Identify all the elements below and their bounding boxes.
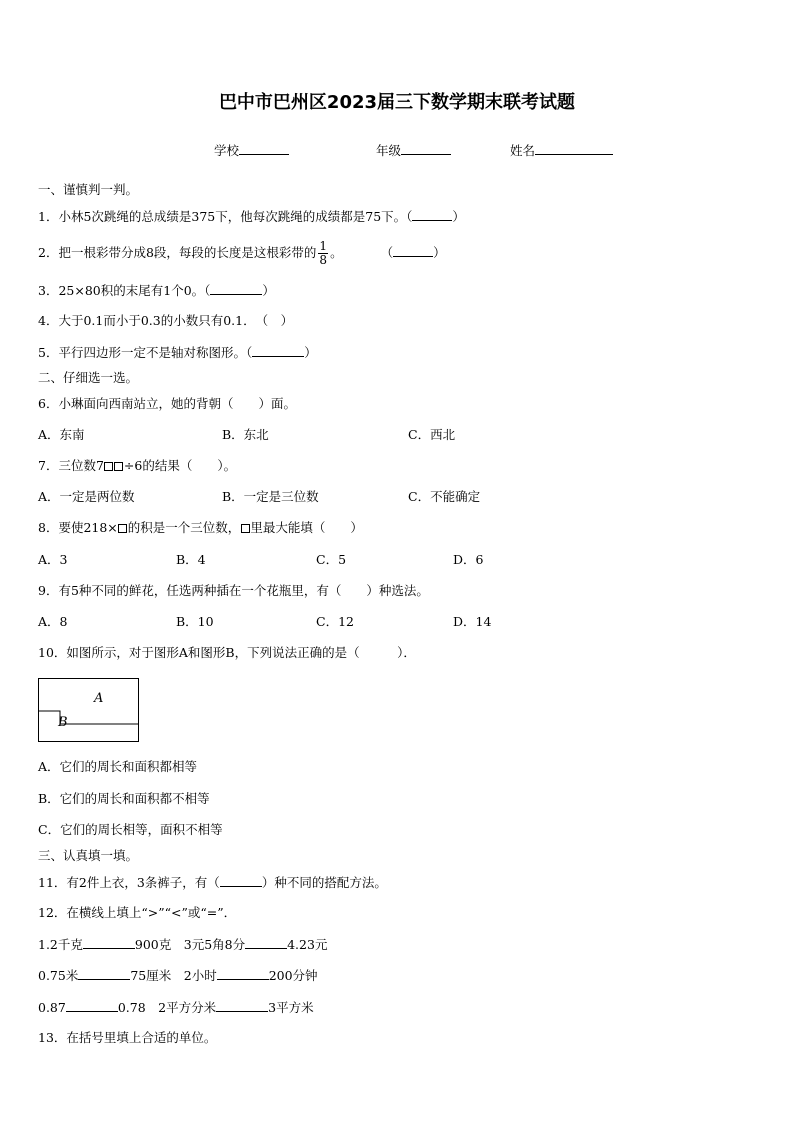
shape-figure-ab	[38, 678, 140, 744]
q12-row-1	[38, 936, 327, 953]
q12-item: 200分钟	[268, 968, 318, 983]
question-3	[38, 282, 275, 299]
question-2	[38, 239, 446, 267]
q8-option-a[interactable]: A．3	[38, 552, 68, 567]
answer-blank-3[interactable]	[210, 282, 262, 295]
figure-border	[39, 679, 139, 742]
answer-blank-5[interactable]	[252, 344, 304, 357]
question-11-text: 11．有2件上衣，3条裤子，有（	[38, 875, 220, 890]
compare-blank[interactable]	[217, 967, 269, 980]
q7-option-c[interactable]: C．不能确定	[408, 489, 481, 504]
question-2-text: 2．把一根彩带分成8段，每段的长度是这根彩带的	[38, 245, 317, 260]
answer-blank-11[interactable]	[220, 874, 262, 887]
question-11	[38, 874, 387, 891]
question-6: 6．小琳面向西南站立，她的背朝（ ）面。	[38, 396, 296, 411]
question-5-close: ）	[304, 345, 317, 360]
q6-option-b[interactable]: B．东北	[222, 427, 269, 442]
q12-item: 0.87	[38, 1000, 66, 1015]
dividing-line	[39, 711, 139, 724]
answer-blank-1[interactable]	[412, 208, 452, 221]
compare-blank[interactable]	[216, 999, 268, 1012]
compare-blank[interactable]	[83, 936, 135, 949]
q8-option-c[interactable]: C．5	[316, 552, 347, 567]
fraction-denominator: 8	[319, 253, 328, 267]
q9-option-d[interactable]: D．14	[453, 614, 492, 629]
question-5	[38, 344, 317, 361]
compare-blank[interactable]	[78, 967, 130, 980]
digit-box	[241, 524, 250, 533]
q12-item: 3平方米	[268, 1000, 314, 1015]
fraction-one-eighth	[318, 240, 328, 267]
question-3-close: ）	[262, 283, 275, 298]
question-7-text-end: ÷6的结果（ ）。	[123, 458, 237, 473]
question-1-text: 1．小林5次跳绳的总成绩是375下，他每次跳绳的成绩都是75下。（	[38, 209, 413, 224]
name-field[interactable]	[510, 142, 613, 159]
school-field[interactable]	[214, 142, 289, 159]
question-11-text-end: ）种不同的搭配方法。	[261, 875, 387, 890]
school-label: 学校	[214, 143, 240, 158]
q8-option-d[interactable]: D．6	[453, 552, 484, 567]
question-1-close: ）	[452, 209, 465, 224]
q10-option-c[interactable]: C．它们的周长相等，面积不相等	[38, 822, 223, 837]
q6-option-c[interactable]: C．西北	[408, 427, 456, 442]
question-2-close: ）	[433, 245, 446, 260]
compare-blank[interactable]	[66, 999, 118, 1012]
page-title: 巴中市巴州区2023届三下数学期末联考试题	[218, 92, 576, 113]
q9-option-b[interactable]: B．10	[176, 614, 214, 629]
question-2-period: 。	[330, 245, 343, 260]
fraction-numerator: 1	[319, 239, 328, 253]
school-blank[interactable]	[239, 142, 289, 155]
q12-item: 0.78 2平方分米	[117, 1000, 217, 1015]
question-4: 4．大于0.1而小于0.3的小数只有0.1． （ ）	[38, 313, 294, 328]
figure-label-b: B	[58, 715, 68, 730]
question-8-text-mid: 的积是一个三位数，	[127, 520, 241, 535]
q12-item: 1.2千克	[38, 937, 83, 952]
question-8	[38, 520, 363, 536]
answer-blank-2[interactable]	[393, 244, 433, 257]
q6-option-a[interactable]: A．东南	[38, 427, 85, 442]
digit-box	[104, 462, 113, 471]
q9-option-a[interactable]: A．8	[38, 614, 68, 629]
q12-item: 900克 3元5角8分	[134, 937, 246, 952]
q12-item: 4.23元	[287, 937, 328, 952]
q12-item: 0.75米	[38, 968, 79, 983]
question-3-text: 3．25×80积的末尾有1个0。（	[38, 283, 211, 298]
q8-option-b[interactable]: B．4	[176, 552, 206, 567]
q10-option-b[interactable]: B．它们的周长和面积都不相等	[38, 791, 210, 806]
q7-option-b[interactable]: B．一定是三位数	[222, 489, 319, 504]
question-8-text: 8．要使218×	[38, 520, 118, 535]
grade-label: 年级	[376, 143, 402, 158]
name-label: 姓名	[510, 143, 536, 158]
question-2-open: （	[380, 245, 394, 260]
section-1-heading: 一、谨慎判一判。	[38, 182, 139, 197]
question-9: 9．有5种不同的鲜花，任选两种插在一个花瓶里，有（ ）种选法。	[38, 583, 429, 598]
compare-blank[interactable]	[245, 936, 287, 949]
digit-box	[114, 462, 123, 471]
question-7-text: 7．三位数7	[38, 458, 104, 473]
section-3-heading: 三、认真填一填。	[38, 848, 139, 863]
question-8-text-end: 里最大能填（ ）	[250, 520, 363, 535]
q10-option-a[interactable]: A．它们的周长和面积都相等	[38, 759, 198, 774]
q12-row-3	[38, 999, 314, 1016]
figure-label-a: A	[94, 691, 104, 706]
grade-blank[interactable]	[401, 142, 451, 155]
digit-box	[118, 524, 127, 533]
name-blank[interactable]	[535, 142, 613, 155]
grade-field[interactable]	[376, 142, 451, 159]
question-5-text: 5．平行四边形一定不是轴对称图形。（	[38, 345, 253, 360]
question-13: 13．在括号里填上合适的单位。	[38, 1030, 217, 1045]
question-12: 12．在横线上填上“>”“<”或“=”．	[38, 905, 237, 920]
question-1	[38, 208, 465, 225]
question-10: 10．如图所示，对于图形A和图形B，下列说法正确的是（ ）．	[38, 645, 416, 660]
section-2-heading: 二、仔细选一选。	[38, 370, 139, 385]
q12-item: 75厘米 2小时	[130, 968, 217, 983]
q7-option-a[interactable]: A．一定是两位数	[38, 489, 135, 504]
q9-option-c[interactable]: C．12	[316, 614, 354, 629]
q12-row-2	[38, 967, 318, 984]
question-7	[38, 458, 236, 474]
